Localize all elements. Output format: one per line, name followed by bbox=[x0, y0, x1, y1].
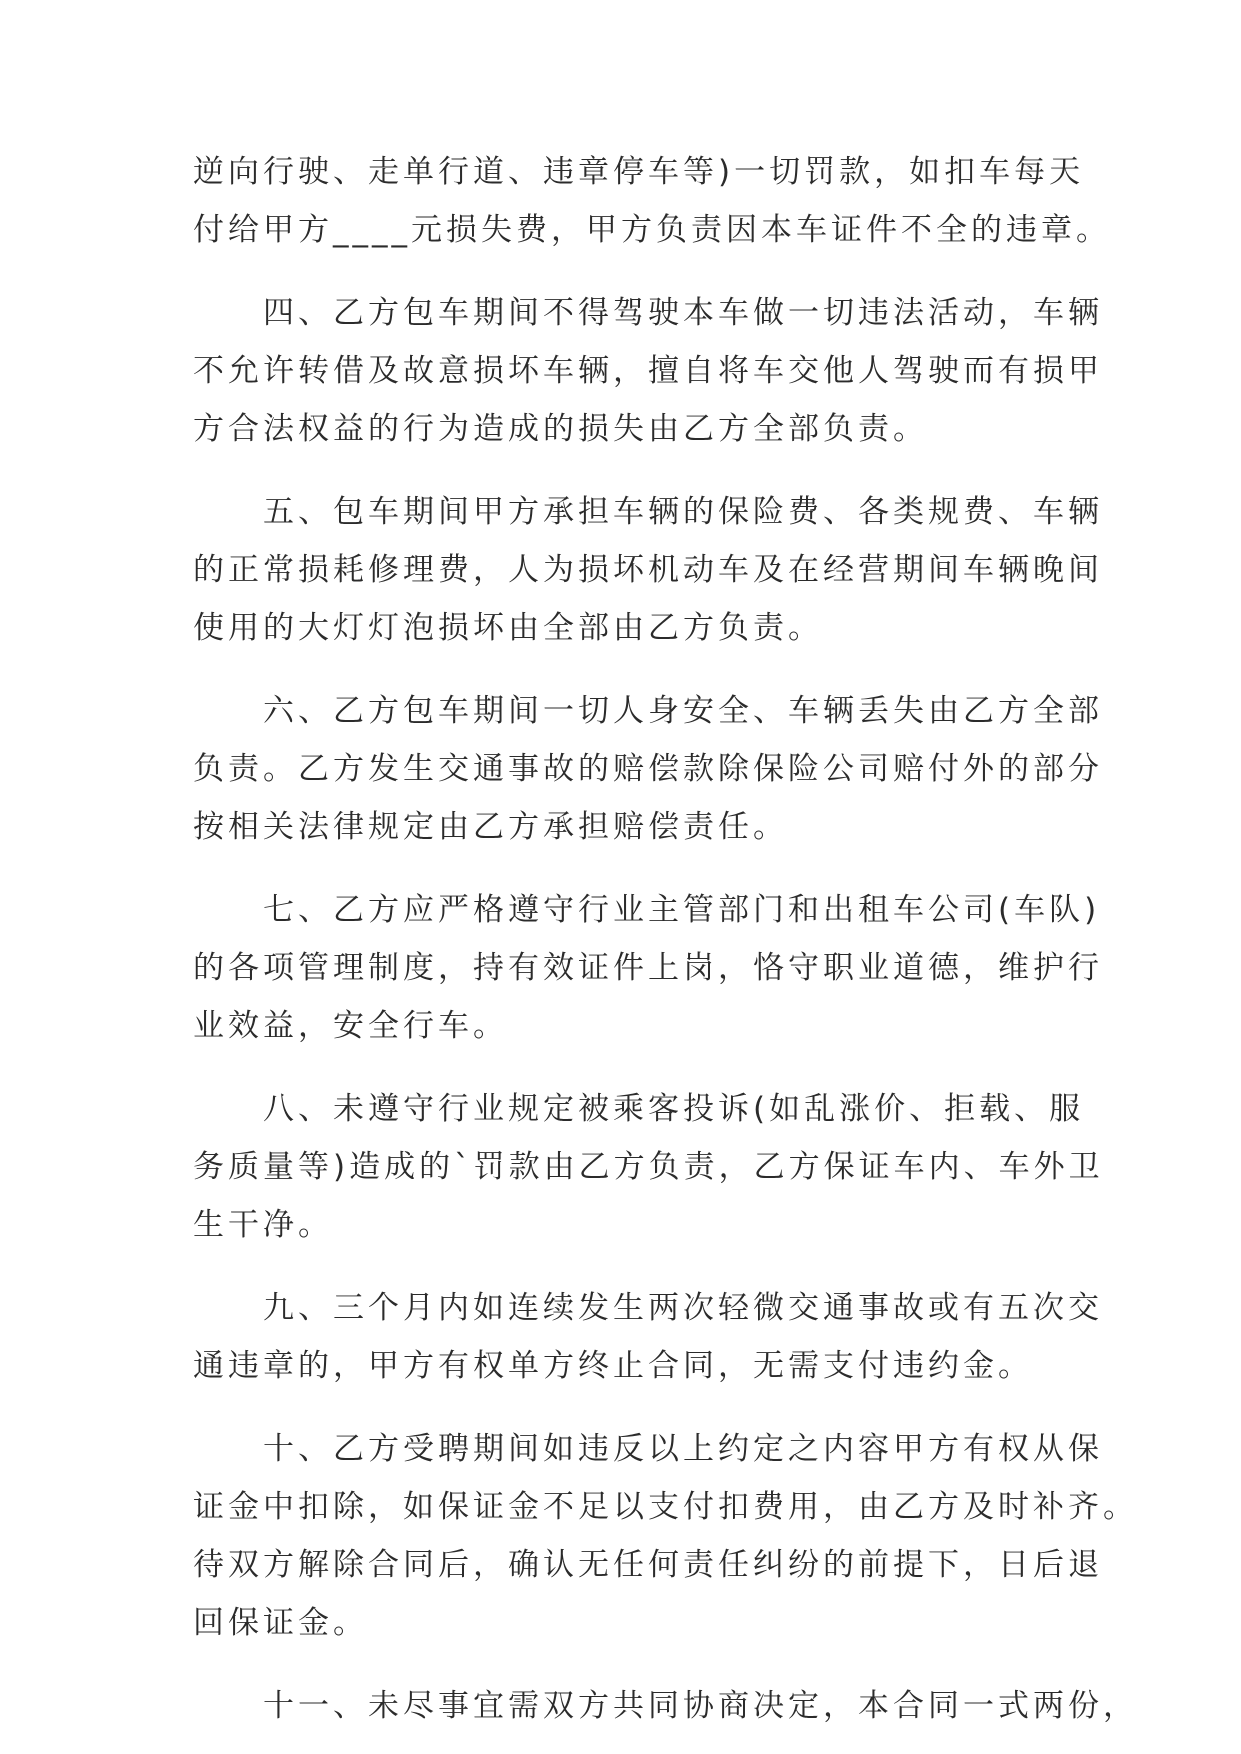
text-line: 生干净。 bbox=[193, 1207, 333, 1243]
text-line: 付给甲方____元损失费，甲方负责因本车证件不全的违章。 bbox=[193, 212, 1111, 248]
text-line: 六、乙方包车期间一切人身安全、车辆丢失由乙方全部 bbox=[193, 693, 1103, 729]
text-line: 通违章的，甲方有权单方终止合同，无需支付违约金。 bbox=[193, 1348, 1033, 1384]
text-line: 使用的大灯灯泡损坏由全部由乙方负责。 bbox=[193, 610, 823, 646]
text-line: 逆向行驶、走单行道、违章停车等)一切罚款，如扣车每天 bbox=[193, 154, 1085, 190]
text-line: 不允许转借及故意损坏车辆，擅自将车交他人驾驶而有损甲 bbox=[193, 353, 1103, 389]
text-line: 四、乙方包车期间不得驾驶本车做一切违法活动，车辆 bbox=[193, 295, 1103, 331]
text-line: 按相关法律规定由乙方承担赔偿责任。 bbox=[193, 809, 788, 845]
text-line: 务质量等)造成的`罚款由乙方负责，乙方保证车内、车外卫 bbox=[193, 1149, 1104, 1185]
text-line: 八、未遵守行业规定被乘客投诉(如乱涨价、拒载、服 bbox=[193, 1091, 1085, 1127]
contract-text bbox=[193, 154, 1138, 1747]
text-line: 七、乙方应严格遵守行业主管部门和出租车公司(车队) bbox=[193, 892, 1101, 928]
text-line: 的正常损耗修理费，人为损坏机动车及在经营期间车辆晚间 bbox=[193, 552, 1103, 588]
text-line: 五、包车期间甲方承担车辆的保险费、各类规费、车辆 bbox=[193, 494, 1103, 530]
text-line: 十、乙方受聘期间如违反以上约定之内容甲方有权从保 bbox=[193, 1431, 1103, 1467]
text-line: 的各项管理制度，持有效证件上岗，恪守职业道德，维护行 bbox=[193, 950, 1103, 986]
text-line: 待双方解除合同后，确认无任何责任纠纷的前提下，日后退 bbox=[193, 1547, 1103, 1583]
text-line: 九、三个月内如连续发生两次轻微交通事故或有五次交 bbox=[193, 1290, 1103, 1326]
text-line: 方合法权益的行为造成的损失由乙方全部负责。 bbox=[193, 411, 928, 447]
text-line: 业效益，安全行车。 bbox=[193, 1008, 508, 1044]
text-line: 证金中扣除，如保证金不足以支付扣费用，由乙方及时补齐。 bbox=[193, 1489, 1138, 1525]
text-line: 负责。乙方发生交通事故的赔偿款除保险公司赔付外的部分 bbox=[193, 751, 1103, 787]
text-line: 十一、未尽事宜需双方共同协商决定，本合同一式两份， bbox=[193, 1688, 1138, 1724]
text-line: 回保证金。 bbox=[193, 1605, 368, 1641]
